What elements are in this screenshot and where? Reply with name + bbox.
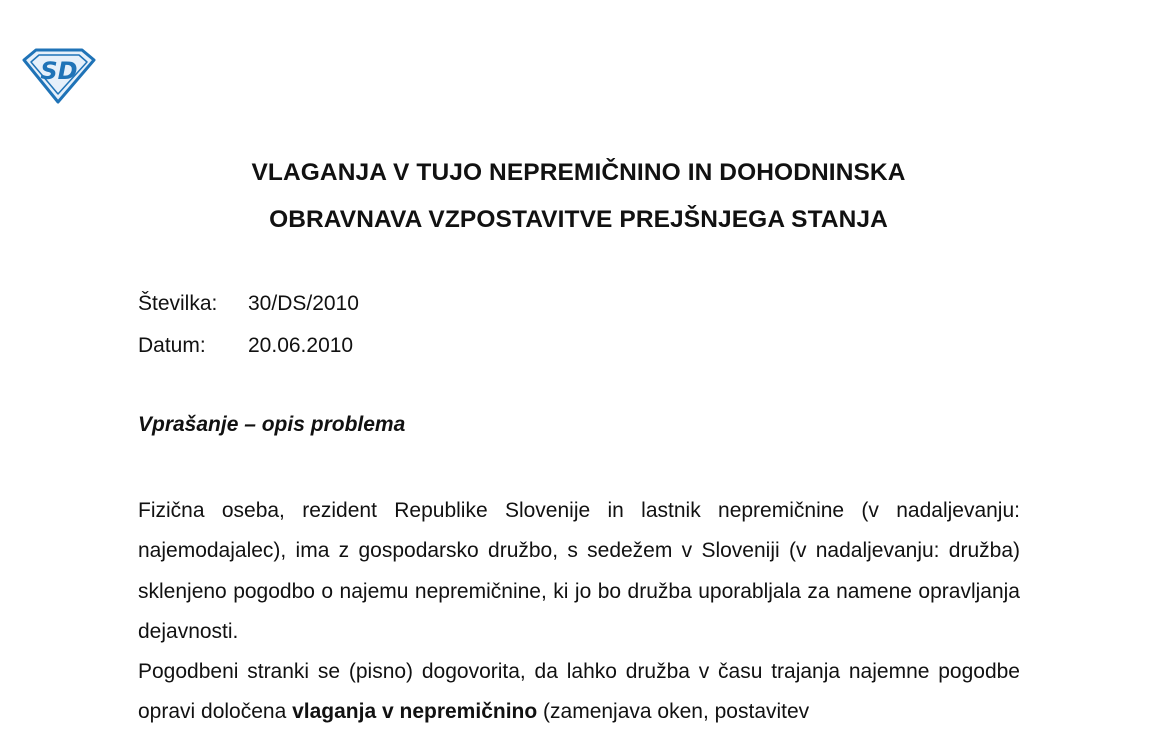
body-paragraph-2: [138, 652, 1020, 733]
document-title-line-2: OBRAVNAVA VZPOSTAVITVE PREJŠNJEGA STANJA: [269, 206, 888, 233]
section-heading: Vprašanje – opis problema: [138, 413, 406, 436]
document-number-row: [138, 292, 359, 316]
paragraph-2-bold-term: vlaganja v nepremičnino: [292, 700, 538, 724]
document-body: [138, 491, 1020, 733]
document-title-line-1: VLAGANJA V TUJO NEPREMIČNINO IN DOHODNINSKA: [251, 159, 906, 186]
document-date-label: Datum:: [138, 334, 206, 357]
document-number-value: 30/DS/2010: [248, 292, 359, 315]
company-logo: [22, 46, 96, 104]
document-number-label: Številka:: [138, 292, 218, 315]
logo-letters: SD: [40, 57, 78, 85]
paragraph-2-text-start: Pogodbeni stranki se (pisno) dogovorita, da lahko družba v času trajanja najemne pogodbe opravi določena: [138, 660, 1020, 724]
document-date-row: [138, 334, 353, 358]
body-paragraph-1: Fizična oseba, rezident Republike Slovenije in lastnik nepremičnine (v nadaljevanju: najemodajalec), ima z gospodarsko družbo, s sedežem v Sloveniji (v nadaljevanju: družba) sklenjeno pogodbo o najemu nepremičnine, ki jo bo družba uporabljala za namene opravljanja dejavnosti.: [138, 499, 1020, 643]
paragraph-2-text-end: (zamenjava oken, postavitev: [537, 700, 810, 724]
document-date-value: 20.06.2010: [248, 334, 354, 357]
